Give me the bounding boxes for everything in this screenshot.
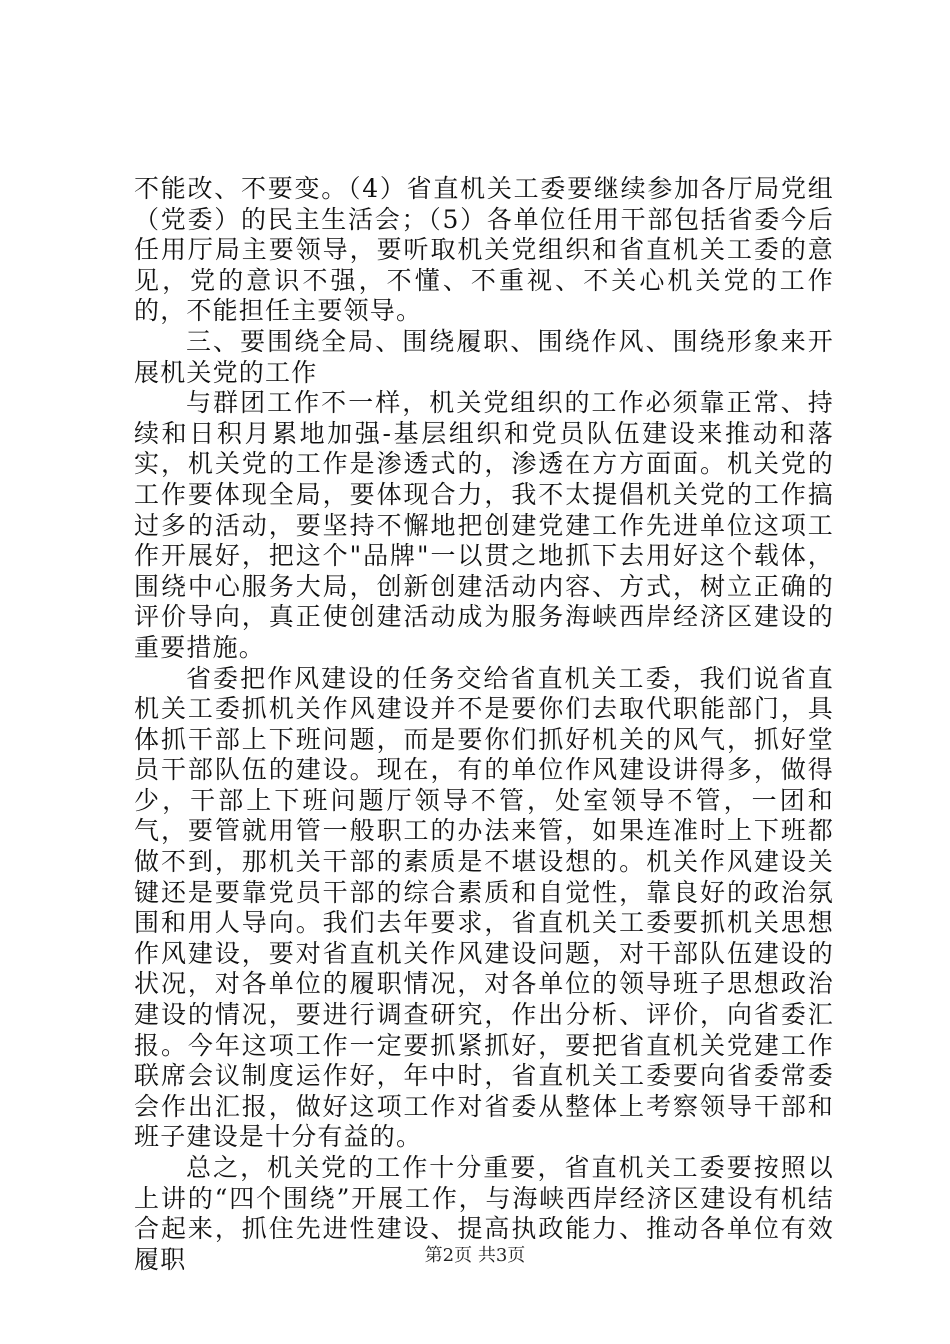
paragraph-4: 总之，机关党的工作十分重要，省直机关工委要按照以上讲的“四个围绕”开展工作，与海峡西岸经济区建设有机结合起来，抓住先进性建设、提高执政能力、推动各单位有效履职 [134, 1153, 834, 1274]
paragraph-3: 省委把作风建设的任务交给省直机关工委，我们说省直机关工委抓机关作风建设并不是要你们去取代职能部门，具体抓干部上下班问题，而是要你们抓好机关的风气，抓好堂员干部队伍的建设。现在，有的单位作风建设讲得多，做得少，干部上下班问题厅领导不管，处室领导不管，一团和气，要管就用管一般职工的办法来管，如果连准时上下班都做不到，那机关干部的素质是不堪设想的。机关作风建设关键还是要靠党员干部的综合素质和自觉性，靠良好的政治氛围和用人导向。我们去年要求，省直机关工委要抓机关思想作风建设，要对省直机关作风建设问题，对干部队伍建设的状况，对各单位的履职情况，对各单位的领导班子思想政治建设的情况，要进行调查研究，作出分析、评价，向省委汇报。今年这项工作一定要抓紧抓好，要把省直机关党建工作联席会议制度运作好，年中时，省直机关工委要向省委常委会作出汇报，做好这项工作对省委从整体上考察领导干部和班子建设是十分有益的。 [134, 663, 834, 1152]
paragraph-2: 与群团工作不一样，机关党组织的工作必须靠正常、持续和日积月累地加强-基层组织和党员队伍建设来推动和落实，机关党的工作是渗透式的，渗透在方方面面。机关党的工作要体现全局，要体现合力，我不太提倡机关党的工作搞过多的活动，要坚持不懈地把创建党建工作先进单位这项工作开展好，把这个"品牌"一以贯之地抓下去用好这个载体，围绕中心服务大局，创新创建活动内容、方式，树立正确的评价导向，真正使创建活动成为服务海峡西岸经济区建设的重要措施。 [134, 388, 834, 662]
document-body [134, 174, 834, 1275]
section-heading: 三、要围绕全局、围绕履职、围绕作风、围绕形象来开展机关党的工作 [134, 326, 834, 387]
page-number-footer: 第2页 共3页 [424, 1245, 526, 1266]
paragraph-1: 不能改、不要变。（4）省直机关工委要继续参加各厅局党组（党委）的民主生活会；（5）各单位任用干部包括省委今后任用厅局主要领导，要听取机关党组织和省直机关工委的意见，党的意识不强，不懂、不重视、不关心机关党的工作的，不能担任主要领导。 [134, 174, 834, 326]
